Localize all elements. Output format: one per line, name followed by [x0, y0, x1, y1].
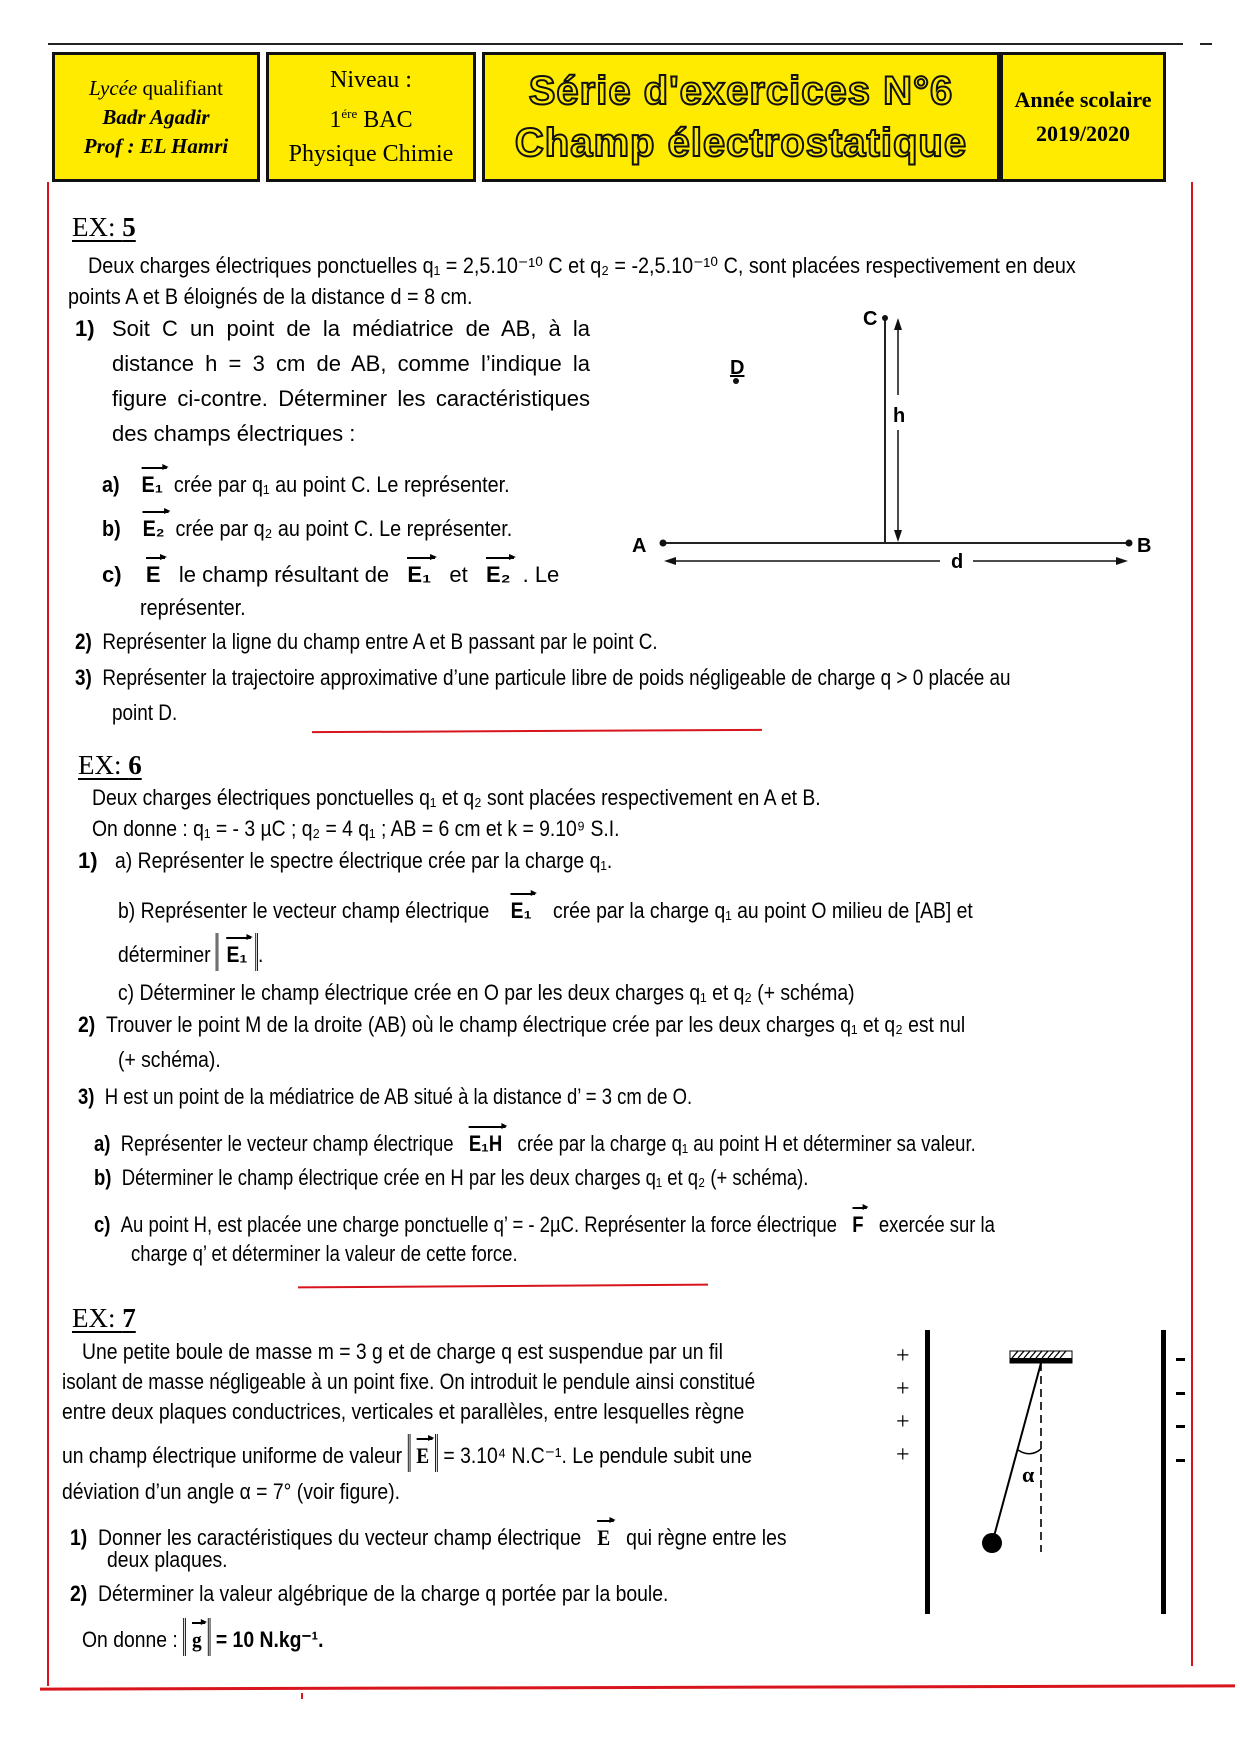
title-line2: Champ électrostatique	[514, 121, 968, 165]
ex6-q1b: b) Représenter le vecteur champ électrique E₁ crée par la charge q₁ au point O milieu de [AB] et	[118, 889, 973, 927]
ex6-q3: 3) H est un point de la médiatrice de AB situé à la distance d’ = 3 cm de O.	[78, 1084, 693, 1109]
ex6-q1a: a) Représenter le spectre électrique crée par la charge q₁.	[115, 848, 613, 873]
vector-E1H: E₁H	[469, 1122, 502, 1160]
ex7-q2: 2) Déterminer la valeur algébrique de la charge q portée par la boule.	[70, 1581, 669, 1606]
top-rule	[48, 43, 1183, 45]
school-line1: Lycée qualifiant	[88, 75, 224, 100]
vector-E2: E₂	[486, 553, 510, 591]
frame-tick	[301, 1693, 303, 1699]
ex7-q1-cont: deux plaques.	[107, 1547, 228, 1572]
ex7-intro-line1: Une petite boule de masse m = 3 g et de charge q est suspendue par un fil	[82, 1339, 723, 1364]
alpha-label: α	[1022, 1462, 1035, 1487]
svg-text:+: +	[896, 1409, 910, 1435]
ex7-intro-line2: isolant de masse négligeable à un point fixe. On introduit le pendule ainsi constitué	[62, 1369, 756, 1394]
ex6-q2: 2) Trouver le point M de la droite (AB) où le champ électrique crée par les deux charges q₁ et q₂ est nul	[78, 1012, 966, 1037]
vector-E1: E₁	[511, 889, 532, 927]
negative-plate	[1161, 1330, 1166, 1614]
ex5-intro-line1: Deux charges électriques ponctuelles q₁ = 2,5.10⁻¹⁰ C et q₂ = -2,5.10⁻¹⁰ C, sont placées respectivement en deux	[88, 253, 1076, 278]
ex6-title: EX: 6	[78, 750, 142, 780]
fig-label-D: D	[730, 357, 745, 379]
ex6-q1c: c) Déterminer le champ électrique crée en O par les deux charges q₁ et q₂ (+ schéma)	[118, 980, 855, 1005]
fig-label-d: d	[951, 551, 964, 573]
year-cell	[1000, 52, 1166, 182]
ex6-q2-cont: (+ schéma).	[118, 1047, 221, 1072]
ball	[982, 1533, 1002, 1553]
ex7-intro-line5: déviation d’un angle α = 7° (voir figure).	[62, 1479, 401, 1504]
ex7-figure	[880, 1300, 1240, 1640]
title-line1: Série d'exercices N°6	[528, 69, 954, 113]
vector-E1: E₁	[407, 553, 431, 591]
norm-E: E	[407, 1434, 438, 1472]
norm-g: g	[183, 1618, 210, 1656]
school-line2: Badr Agadir	[102, 104, 210, 129]
vector-E1: E₁	[142, 463, 163, 501]
ex6-q3a: a) Représenter le vecteur champ électrique E₁H crée par la charge q₁ au point H et déterminer sa valeur.	[94, 1122, 976, 1160]
fig-label-C: C	[863, 308, 878, 330]
ex5-q3: 3) Représenter la trajectoire approximative d’une particule libre de poids négligeable de charge q > 0 placée au	[75, 665, 1011, 690]
ex7-q1: 1) Donner les caractéristiques du vecteur champ électrique E qui règne entre les	[70, 1516, 787, 1554]
separator-2	[298, 1284, 708, 1289]
ex5-q1b: b) E₂ crée par q₂ au point C. Le représenter.	[102, 507, 512, 545]
header-banner	[52, 52, 1166, 182]
ex5-q1a: a) E₁ crée par q₁ au point C. Le représenter.	[102, 463, 510, 501]
ex5-q1-line2: distance h = 3 cm de AB, comme l’indique la	[112, 351, 590, 376]
vector-E2: E₂	[143, 507, 165, 545]
level-line3: Physique Chimie	[288, 141, 454, 167]
ex7-given: On donne : g = 10 N.kg⁻¹.	[82, 1618, 323, 1656]
year-label: Année scolaire	[1014, 87, 1152, 112]
minus-sign	[1176, 1358, 1185, 1361]
separator-1	[312, 729, 762, 733]
top-dash	[1200, 43, 1212, 45]
norm-E1: E₁	[216, 933, 258, 971]
ex5-figure	[620, 300, 1180, 600]
ex7-intro-line3: entre deux plaques conductrices, verticales et parallèles, entre lesquelles règne	[62, 1399, 745, 1424]
ex5-intro-line2: points A et B éloignés de la distance d = 8 cm.	[68, 284, 473, 309]
school-line3: Prof : EL Hamri	[83, 133, 229, 158]
svg-text:+: +	[896, 1442, 910, 1468]
ex6-q3c-cont: charge q’ et déterminer la valeur de cette force.	[131, 1241, 518, 1266]
ex5-q1-line4: des champs électriques :	[112, 421, 356, 446]
ex5-q1c: c) E le champ résultant de E₁ et E₂ . Le	[102, 553, 559, 591]
ex6-q1b-cont: déterminer E₁ .	[118, 933, 263, 971]
ex6-q3c: c) Au point H, est placée une charge ponctuelle q’ = - 2µC. Représenter la force électrique F exercée sur la	[94, 1203, 995, 1241]
ex5-q1-num: 1)	[75, 316, 95, 341]
vector-E: E	[597, 1516, 610, 1554]
fig-label-A: A	[632, 535, 647, 557]
ex5-q1-line1: Soit C un point de la médiatrice de AB, à la	[112, 316, 590, 341]
svg-text:+: +	[896, 1376, 910, 1402]
ex6-intro-line2: On donne : q₁ = - 3 µC ; q₂ = 4 q₁ ; AB = 6 cm et k = 9.10⁹ S.I.	[92, 816, 620, 841]
frame-left	[47, 182, 49, 1686]
year-value: 2019/2020	[1035, 121, 1131, 146]
ex6-q3b: b) Déterminer le champ électrique crée en H par les deux charges q₁ et q₂ (+ schéma).	[94, 1165, 809, 1190]
vector-E: E	[146, 553, 161, 591]
ex5-q2: 2) Représenter la ligne du champ entre A et B passant par le point C.	[75, 629, 658, 654]
ex7-intro-line4: un champ électrique uniforme de valeur E = 3.10⁴ N.C⁻¹. Le pendule subit une	[62, 1434, 752, 1472]
level-line1: Niveau :	[330, 67, 412, 93]
frame-bottom	[40, 1684, 1235, 1690]
ex6-intro-line1: Deux charges électriques ponctuelles q₁ et q₂ sont placées respectivement en A et B.	[92, 785, 821, 810]
positive-plate	[925, 1330, 930, 1614]
level-line2: $1^{ére}$ BAC	[329, 106, 413, 133]
school-cell	[52, 52, 260, 182]
ex5-q3-cont: point D.	[112, 700, 178, 725]
plus-sign: +	[896, 1343, 910, 1369]
ex5-q1c-cont: représenter.	[140, 595, 246, 620]
fig-label-h: h	[893, 405, 906, 427]
vector-F: F	[852, 1203, 863, 1241]
ex6-q1-num: 1)	[78, 848, 98, 873]
ex7-title: EX: 7	[72, 1303, 136, 1333]
level-cell	[266, 52, 476, 182]
title-cell	[482, 52, 1000, 182]
ex5-q1-line3: figure ci-contre. Déterminer les caractéristiques	[112, 386, 590, 411]
fig-label-B: B	[1137, 535, 1152, 557]
ex5-title: EX: 5	[72, 212, 136, 242]
